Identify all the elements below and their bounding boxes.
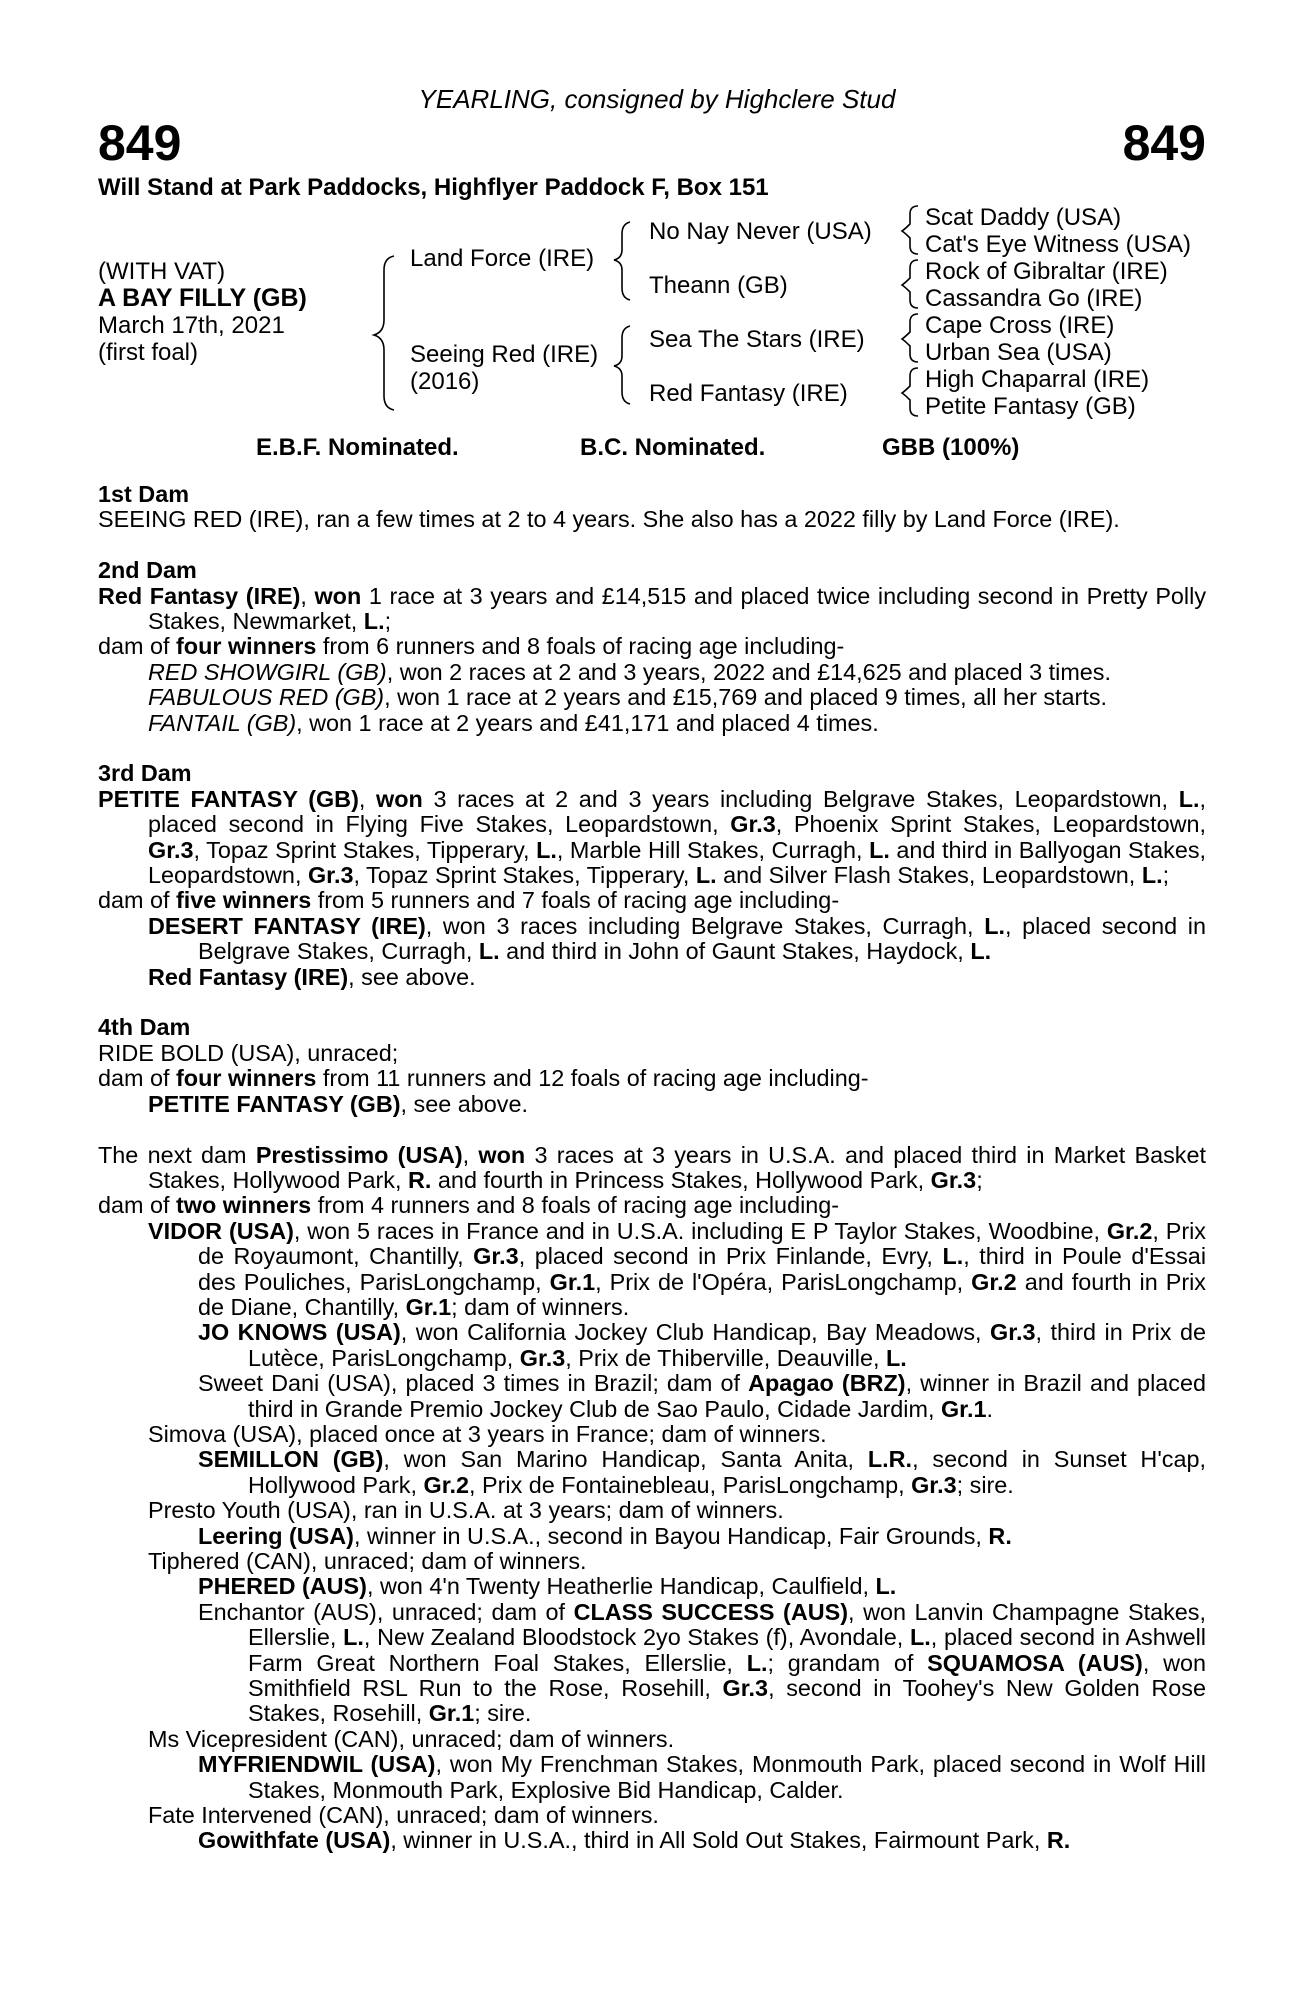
lot-number-left: 849 (98, 115, 182, 171)
list-item: Gowithfate (USA), winner in U.S.A., third in All Sold Out Stakes, Fairmount Park, R. (198, 1827, 1071, 1854)
list-item: Simova (USA), placed once at 3 years in France; dam of winners. (148, 1420, 827, 1447)
gg-7: High Chaparral (IRE) (925, 366, 1150, 393)
gg-6: Urban Sea (USA) (925, 339, 1112, 366)
gg-2: Cat's Eye Witness (USA) (925, 231, 1191, 258)
dam-sire: Sea The Stars (IRE) (649, 326, 865, 353)
third-dam-record: PETITE FANTASY (GB), won 3 races at 2 and 3 years including Belgrave Stakes, Leopardstown, L., placed second in Flying Five Stakes, Leopardstown, Gr.3, Phoenix Sprint Stakes, Leopardstown, Gr.3, Topaz Sprint Stakes, Tipperary, L., Marble Hill Stakes, Curragh, L. and third in Ballyogan Stakes, Leopardstown, Gr.3, Topaz Sprint Stakes, Tipperary, L. and Silver Flash Stakes, Leopardstown, L.; (98, 785, 1207, 889)
first-dam-heading: 1st Dam (98, 481, 190, 507)
list-item: PETITE FANTASY (GB), see above. (148, 1090, 528, 1117)
gg-3: Rock of Gibraltar (IRE) (925, 258, 1168, 285)
gg-8: Petite Fantasy (GB) (925, 393, 1136, 420)
list-item: JO KNOWS (USA), won California Jockey Club Handicap, Bay Meadows, Gr.3, third in Prix de Lutèce, ParisLongchamp, Gr.3, Prix de Thiberville, Deauville, L. (198, 1319, 1206, 1371)
first-dam-text: SEEING RED (IRE), ran a few times at 2 to 4 years. She also has a 2022 filly by Land Force (IRE). (98, 506, 1120, 533)
stand-location: Will Stand at Park Paddocks, Highflyer Paddock F, Box 151 (98, 174, 769, 201)
family-notes (98, 482, 1206, 1854)
list-item: Leering (USA), winner in U.S.A., second in Bayou Handicap, Fair Grounds, R. (198, 1522, 1012, 1549)
list-item: PHERED (AUS), won 4'n Twenty Heatherlie Handicap, Caulfield, L. (198, 1573, 897, 1600)
next-dam-section (98, 1143, 1206, 1854)
gbb-rating: GBB (100%) (882, 434, 1020, 461)
sire: Land Force (IRE) (410, 245, 595, 272)
next-dam-record: The next dam Prestissimo (USA), won 3 races at 3 years in U.S.A. and placed third in Market Basket Stakes, Hollywood Park, R. and fourth in Princess Stakes, Hollywood Park, Gr.3; (98, 1141, 1206, 1193)
list-item: Presto Youth (USA), ran in U.S.A. at 3 years; dam of winners. (148, 1497, 784, 1524)
list-item: RED SHOWGIRL (GB), won 2 races at 2 and 3 years, 2022 and £14,625 and placed 3 times. (148, 658, 1112, 685)
consignment-line: YEARLING, consigned by Highclere Stud (418, 84, 896, 114)
list-item: Enchantor (AUS), unraced; dam of CLASS SUCCESS (AUS), won Lanvin Champagne Stakes, Ellerslie, L., New Zealand Bloodstock 2yo Stakes (f), Avondale, L., placed second in Ashwell Farm Great Northern Foal Stakes, Ellerslie, L.; grandam of SQUAMOSA (AUS), won Smithfield RSL Run to the Rose, Rosehill, Gr.3, second in Toohey's New Golden Rose Stakes, Rosehill, Gr.1; sire. (198, 1598, 1207, 1727)
subject-name: A BAY FILLY (GB) (98, 284, 307, 312)
list-item: Sweet Dani (USA), placed 3 times in Brazil; dam of Apagao (BRZ), winner in Brazil and placed third in Grande Premio Jockey Club de Sao Paulo, Cidade Jardim, Gr.1. (198, 1370, 1206, 1422)
list-item: VIDOR (USA), won 5 races in France and in U.S.A. including E P Taylor Stakes, Woodbine, Gr.2, Prix de Royaumont, Chantilly, Gr.3, placed second in Prix Finlande, Evry, L., third in Poule d'Essai des Pouliches, ParisLongchamp, Gr.1, Prix de l'Opéra, ParisLongchamp, Gr.2 and fourth in Prix de Diane, Chantilly, Gr.1; dam of winners. (148, 1217, 1207, 1320)
ebf-nomination: E.B.F. Nominated. (256, 434, 459, 461)
fourth-dam-section (98, 1015, 1206, 1117)
first-foal-note: (first foal) (98, 339, 199, 366)
list-item: DESERT FANTASY (IRE), won 3 races including Belgrave Stakes, Curragh, L., placed second in Belgrave Stakes, Curragh, L. and third in John of Gaunt Stakes, Haydock, L. (148, 912, 1207, 965)
vat-note: (WITH VAT) (98, 258, 226, 285)
list-item: Red Fantasy (IRE), see above. (148, 963, 476, 990)
foaling-date: March 17th, 2021 (98, 312, 285, 339)
fourth-dam-produce: dam of four winners from 11 runners and 12 foals of racing age including- (98, 1065, 869, 1092)
second-dam-heading: 2nd Dam (98, 557, 197, 584)
list-item: Tiphered (CAN), unraced; dam of winners. (148, 1548, 587, 1574)
list-item: FABULOUS RED (GB), won 1 race at 2 years and £15,769 and placed 9 times, all her starts. (148, 684, 1108, 711)
second-dam-section (98, 558, 1206, 736)
second-dam-produce: dam of four winners from 6 runners and 8 foals of racing age including- (98, 633, 845, 660)
gg-5: Cape Cross (IRE) (925, 312, 1115, 339)
gg-1: Scat Daddy (USA) (925, 204, 1122, 231)
sire-dam: Theann (GB) (649, 272, 788, 299)
lot-number-right: 849 (1122, 115, 1206, 171)
bc-nomination: B.C. Nominated. (580, 434, 766, 461)
first-dam-section (98, 482, 1206, 533)
next-dam-produce: dam of two winners from 4 runners and 8 foals of racing age including- (98, 1192, 840, 1219)
list-item: MYFRIENDWIL (USA), won My Frenchman Stakes, Monmouth Park, placed second in Wolf Hill Stakes, Monmouth Park, Explosive Bid Handicap, Calder. (198, 1751, 1206, 1803)
third-dam-produce: dam of five winners from 5 runners and 7 foals of racing age including- (98, 887, 840, 914)
dam-dam: Red Fantasy (IRE) (649, 380, 848, 407)
sire-sire: No Nay Never (USA) (649, 218, 872, 245)
gg-4: Cassandra Go (IRE) (925, 285, 1143, 312)
dam-year: (2016) (410, 368, 480, 395)
fourth-dam-record: RIDE BOLD (USA), unraced; (98, 1039, 399, 1066)
second-dam-record: Red Fantasy (IRE), won 1 race at 3 years and £14,515 and placed twice including second in Pretty Polly Stakes, Newmarket, L.; (98, 582, 1207, 635)
fourth-dam-heading: 4th Dam (98, 1014, 191, 1041)
list-item: FANTAIL (GB), won 1 race at 2 years and £41,171 and placed 4 times. (148, 709, 879, 736)
list-item: Ms Vicepresident (CAN), unraced; dam of winners. (148, 1725, 675, 1752)
list-item: Fate Intervened (CAN), unraced; dam of winners. (148, 1802, 659, 1829)
third-dam-heading: 3rd Dam (98, 760, 192, 787)
list-item: SEMILLON (GB), won San Marino Handicap, Santa Anita, L.R., second in Sunset H'cap, Hollywood Park, Gr.2, Prix de Fontainebleau, ParisLongchamp, Gr.3; sire. (198, 1446, 1207, 1498)
third-dam-section (98, 761, 1206, 990)
dam: Seeing Red (IRE) (410, 341, 599, 368)
